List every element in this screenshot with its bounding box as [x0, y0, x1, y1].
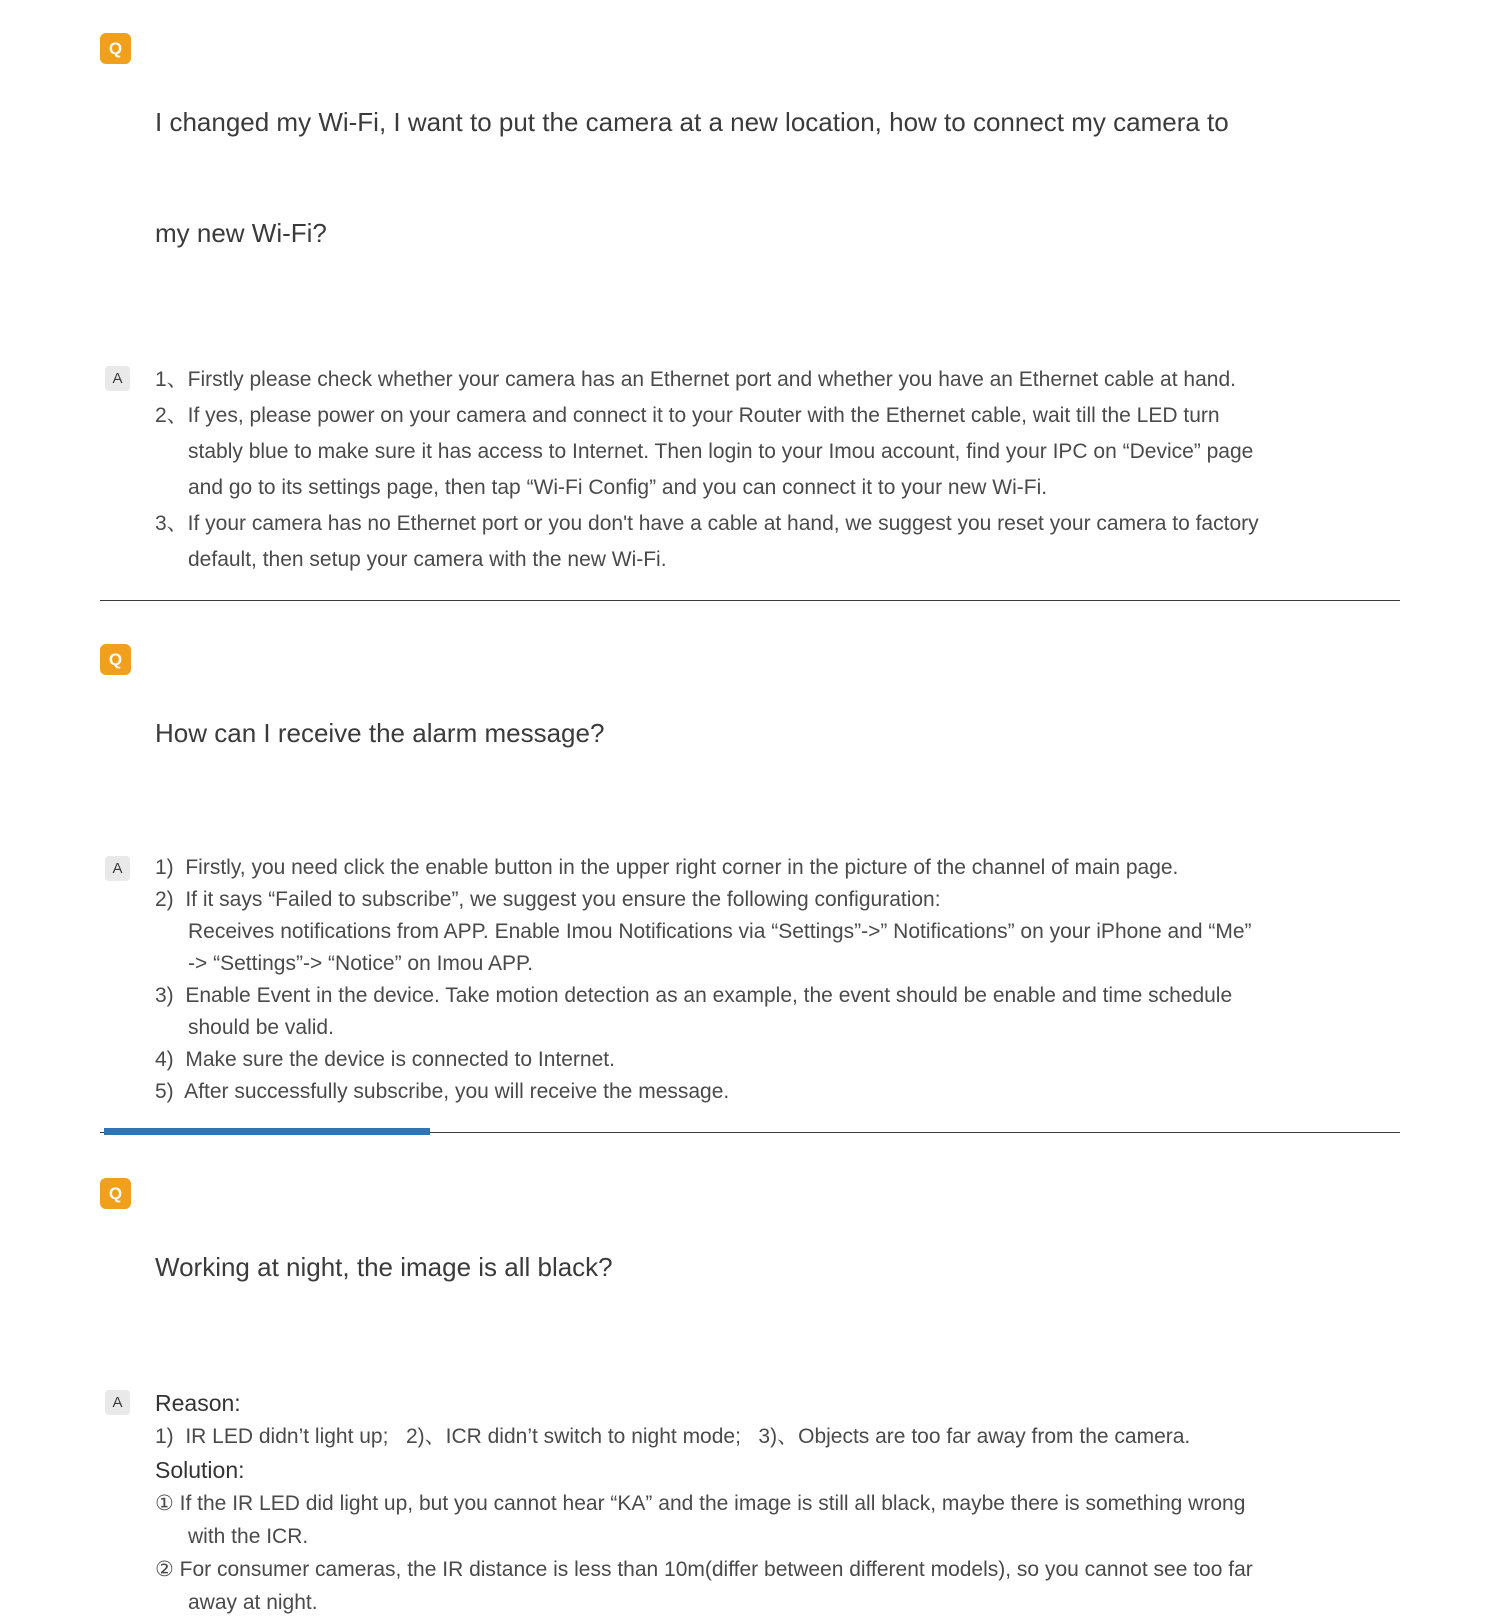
- faq-section-wifi-change: [0, 30, 1500, 578]
- answer-line: ① If the IR LED did light up, but you cannot hear “KA” and the image is still all black, maybe there is something wrong: [155, 1492, 1246, 1515]
- question-badge: Q: [100, 644, 131, 675]
- answer-line: with the ICR.: [188, 1525, 309, 1548]
- answer-line: 2、If yes, please power on your camera and connect it to your Router with the Ethernet cable, wait till the LED turn: [155, 404, 1220, 427]
- question-badge: Q: [100, 33, 131, 64]
- question-text: [155, 30, 1229, 326]
- answer-badge: A: [105, 856, 130, 881]
- faq-section-alarm-message: [0, 641, 1500, 1108]
- answer-row: [0, 362, 1500, 578]
- answer-text: [155, 1386, 1253, 1619]
- answer-line: 1、Firstly please check whether your camera has an Ethernet port and whether you have an Ethernet cable at hand.: [155, 368, 1236, 391]
- footer-accent-bar: [104, 1128, 430, 1135]
- answer-line: 3) Enable Event in the device. Take motion detection as an example, the event should be enable and time schedule: [155, 984, 1233, 1007]
- answer-row: [0, 852, 1500, 1108]
- answer-line: default, then setup your camera with the new Wi-Fi.: [188, 548, 667, 571]
- question-text: [155, 641, 604, 826]
- answer-line: Receives notifications from APP. Enable Imou Notifications via “Settings”->” Notifications” on your iPhone and “Me”: [188, 920, 1252, 943]
- question-text: [155, 1175, 613, 1360]
- answer-label-reason: Reason:: [155, 1390, 241, 1416]
- answer-text: [155, 362, 1259, 578]
- question-badge: Q: [100, 1178, 131, 1209]
- answer-line: 3、If your camera has no Ethernet port or you don't have a cable at hand, we suggest you reset your camera to factory: [155, 512, 1259, 535]
- answer-line: -> “Settings”-> “Notice” on Imou APP.: [188, 952, 534, 975]
- question-row: [0, 641, 1500, 826]
- answer-label-solution: Solution:: [155, 1457, 245, 1483]
- question-row: [0, 1175, 1500, 1360]
- answer-badge: A: [105, 1390, 130, 1415]
- question-line: my new Wi-Fi?: [155, 218, 327, 248]
- question-line: Working at night, the image is all black?: [155, 1252, 613, 1282]
- question-line: I changed my Wi-Fi, I want to put the camera at a new location, how to connect my camera to: [155, 107, 1229, 137]
- question-line: How can I receive the alarm message?: [155, 718, 605, 748]
- answer-line: should be valid.: [188, 1016, 334, 1039]
- answer-line: ② For consumer cameras, the IR distance is less than 10m(differ between different models), so you cannot see too far: [155, 1558, 1253, 1581]
- answer-line: 5) After successfully subscribe, you will receive the message.: [155, 1080, 730, 1103]
- answer-line: away at night.: [188, 1591, 318, 1614]
- answer-line: 2) If it says “Failed to subscribe”, we suggest you ensure the following configuration:: [155, 888, 941, 911]
- faq-section-night-black-image: [0, 1175, 1500, 1619]
- question-row: [0, 30, 1500, 326]
- answer-line: 4) Make sure the device is connected to Internet.: [155, 1048, 615, 1071]
- answer-line: 1) IR LED didn’t light up; 2)、ICR didn’t switch to night mode; 3)、Objects are too far away from the camera.: [155, 1425, 1191, 1448]
- answer-text: [155, 852, 1252, 1108]
- section-divider: [100, 600, 1400, 601]
- answer-line: stably blue to make sure it has access to Internet. Then login to your Imou account, find your IPC on “Device” page: [188, 440, 1254, 463]
- answer-line: 1) Firstly, you need click the enable button in the upper right corner in the picture of the channel of main page.: [155, 856, 1179, 879]
- answer-row: [0, 1386, 1500, 1619]
- answer-badge: A: [105, 366, 130, 391]
- answer-line: and go to its settings page, then tap “Wi-Fi Config” and you can connect it to your new Wi-Fi.: [188, 476, 1048, 499]
